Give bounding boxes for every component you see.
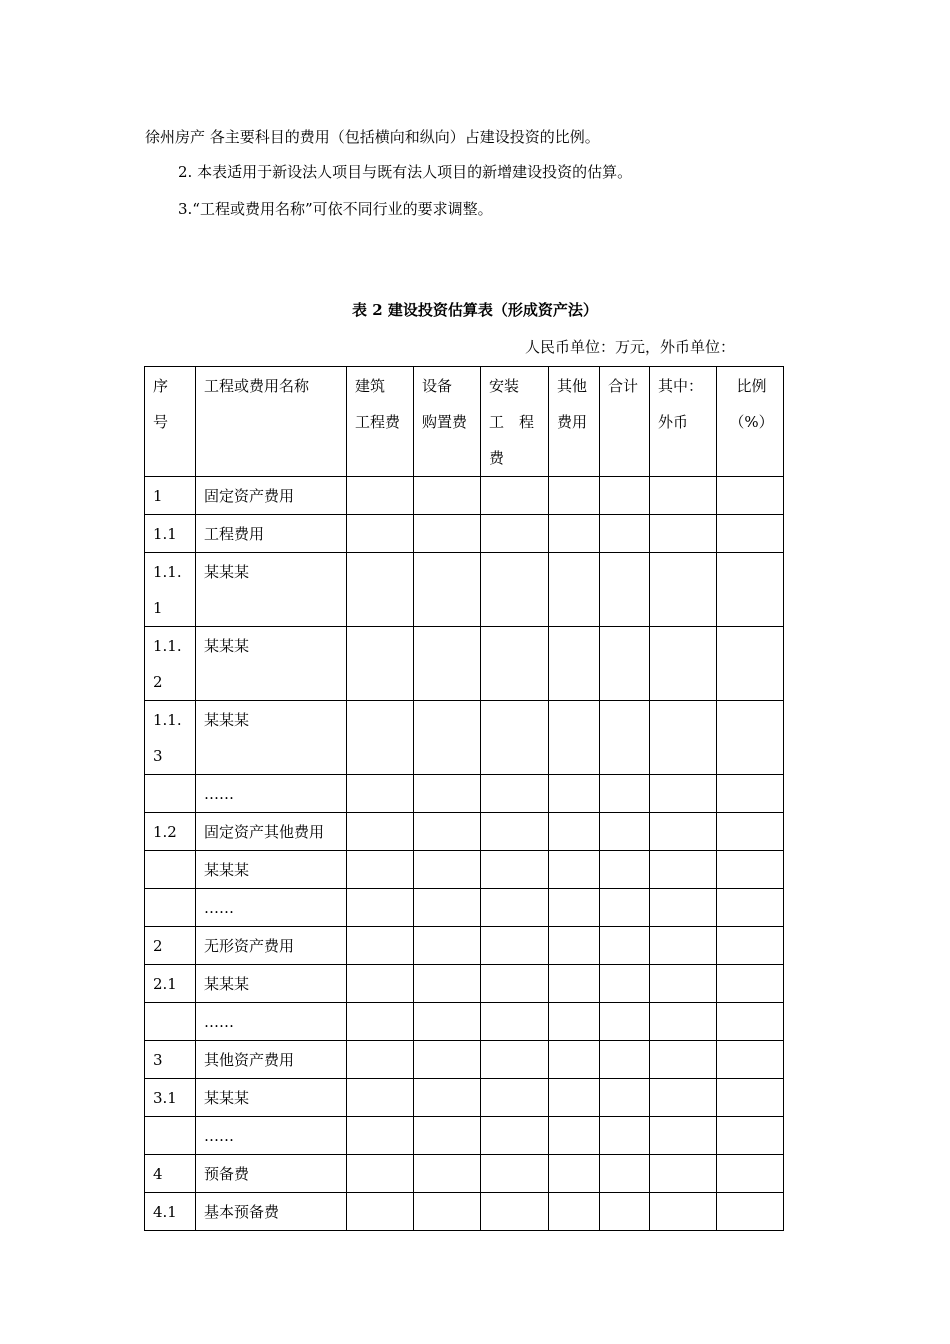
empty-cell	[717, 1117, 784, 1155]
header-name: 工程或费用名称	[196, 367, 347, 477]
empty-cell	[414, 515, 481, 553]
row-number: 1.1.1	[145, 553, 196, 627]
row-number	[145, 1117, 196, 1155]
row-number: 1.2	[145, 813, 196, 851]
empty-cell	[414, 1193, 481, 1231]
empty-cell	[414, 477, 481, 515]
empty-cell	[481, 515, 549, 553]
row-item-name: 某某某	[196, 553, 347, 627]
empty-cell	[600, 553, 650, 627]
empty-cell	[600, 477, 650, 515]
empty-cell	[347, 813, 414, 851]
empty-cell	[549, 1155, 600, 1193]
table-row	[145, 851, 784, 889]
empty-cell	[600, 965, 650, 1003]
row-item-name: 某某某	[196, 851, 347, 889]
empty-cell	[600, 515, 650, 553]
row-item-name: 其他资产费用	[196, 1041, 347, 1079]
empty-cell	[549, 701, 600, 775]
empty-cell	[481, 1193, 549, 1231]
empty-cell	[414, 965, 481, 1003]
empty-cell	[549, 1193, 600, 1231]
header-other-cost: 其他 费用	[549, 367, 600, 477]
empty-cell	[549, 851, 600, 889]
empty-cell	[347, 553, 414, 627]
empty-cell	[600, 1003, 650, 1041]
empty-cell	[481, 701, 549, 775]
empty-cell	[549, 1079, 600, 1117]
row-number: 1.1.2	[145, 627, 196, 701]
table-row	[145, 1117, 784, 1155]
empty-cell	[650, 477, 717, 515]
empty-cell	[347, 1041, 414, 1079]
empty-cell	[600, 813, 650, 851]
empty-cell	[650, 627, 717, 701]
empty-cell	[481, 553, 549, 627]
note-line-2: 2. 本表适用于新设法人项目与既有法人项目的新增建设投资的估算。	[178, 163, 633, 181]
empty-cell	[600, 1117, 650, 1155]
empty-cell	[717, 775, 784, 813]
table-row	[145, 1003, 784, 1041]
table-row	[145, 701, 784, 775]
table-row	[145, 1041, 784, 1079]
empty-cell	[717, 813, 784, 851]
table-row	[145, 965, 784, 1003]
row-item-name: 固定资产费用	[196, 477, 347, 515]
empty-cell	[481, 1003, 549, 1041]
row-item-name: 某某某	[196, 627, 347, 701]
row-item-name: ……	[196, 1117, 347, 1155]
table-header-row	[145, 367, 784, 477]
row-number: 3.1	[145, 1079, 196, 1117]
empty-cell	[481, 1041, 549, 1079]
empty-cell	[600, 889, 650, 927]
empty-cell	[650, 851, 717, 889]
empty-cell	[717, 1003, 784, 1041]
empty-cell	[717, 1193, 784, 1231]
empty-cell	[650, 965, 717, 1003]
empty-cell	[717, 701, 784, 775]
empty-cell	[600, 851, 650, 889]
header-install-cost: 安装 工 程 费	[481, 367, 549, 477]
empty-cell	[549, 889, 600, 927]
row-number	[145, 889, 196, 927]
empty-cell	[717, 627, 784, 701]
row-item-name: ……	[196, 775, 347, 813]
empty-cell	[347, 851, 414, 889]
table-row	[145, 775, 784, 813]
row-number	[145, 775, 196, 813]
empty-cell	[414, 1155, 481, 1193]
empty-cell	[717, 851, 784, 889]
row-number: 3	[145, 1041, 196, 1079]
empty-cell	[347, 1193, 414, 1231]
empty-cell	[717, 1041, 784, 1079]
row-item-name: 基本预备费	[196, 1193, 347, 1231]
empty-cell	[481, 775, 549, 813]
empty-cell	[347, 1003, 414, 1041]
empty-cell	[600, 775, 650, 813]
empty-cell	[481, 1079, 549, 1117]
row-item-name: 某某某	[196, 1079, 347, 1117]
empty-cell	[650, 1041, 717, 1079]
row-number: 1.1.3	[145, 701, 196, 775]
header-total: 合计	[600, 367, 650, 477]
empty-cell	[481, 813, 549, 851]
empty-cell	[600, 927, 650, 965]
table-row	[145, 515, 784, 553]
empty-cell	[481, 1117, 549, 1155]
empty-cell	[347, 701, 414, 775]
empty-cell	[717, 553, 784, 627]
empty-cell	[650, 553, 717, 627]
empty-cell	[650, 1003, 717, 1041]
empty-cell	[717, 889, 784, 927]
row-number: 2.1	[145, 965, 196, 1003]
empty-cell	[347, 1079, 414, 1117]
empty-cell	[347, 515, 414, 553]
row-number	[145, 851, 196, 889]
empty-cell	[347, 477, 414, 515]
empty-cell	[549, 553, 600, 627]
empty-cell	[347, 965, 414, 1003]
empty-cell	[600, 627, 650, 701]
empty-cell	[549, 813, 600, 851]
table-row	[145, 553, 784, 627]
empty-cell	[650, 927, 717, 965]
empty-cell	[549, 477, 600, 515]
empty-cell	[650, 1155, 717, 1193]
empty-cell	[414, 701, 481, 775]
empty-cell	[414, 813, 481, 851]
empty-cell	[481, 889, 549, 927]
row-item-name: 某某某	[196, 965, 347, 1003]
empty-cell	[481, 927, 549, 965]
empty-cell	[650, 1193, 717, 1231]
table-row	[145, 627, 784, 701]
empty-cell	[347, 889, 414, 927]
unit-note: 人民币单位：万元，外币单位：	[524, 338, 735, 356]
empty-cell	[717, 1155, 784, 1193]
empty-cell	[414, 1003, 481, 1041]
empty-cell	[600, 701, 650, 775]
table-row	[145, 1079, 784, 1117]
empty-cell	[549, 627, 600, 701]
header-seq: 序 号	[145, 367, 196, 477]
empty-cell	[549, 927, 600, 965]
header-building-cost: 建筑 工程费	[347, 367, 414, 477]
note-line-1: 徐州房产 各主要科目的费用（包括横向和纵向）占建设投资的比例。	[145, 128, 600, 146]
row-number: 4.1	[145, 1193, 196, 1231]
row-number: 4	[145, 1155, 196, 1193]
empty-cell	[549, 1003, 600, 1041]
empty-cell	[414, 889, 481, 927]
empty-cell	[347, 1117, 414, 1155]
empty-cell	[549, 965, 600, 1003]
empty-cell	[414, 1117, 481, 1155]
empty-cell	[481, 627, 549, 701]
table-row	[145, 1155, 784, 1193]
table-row	[145, 1193, 784, 1231]
row-item-name: 固定资产其他费用	[196, 813, 347, 851]
row-number: 1	[145, 477, 196, 515]
empty-cell	[347, 775, 414, 813]
empty-cell	[717, 927, 784, 965]
empty-cell	[414, 1079, 481, 1117]
empty-cell	[347, 927, 414, 965]
row-number	[145, 1003, 196, 1041]
empty-cell	[414, 627, 481, 701]
empty-cell	[600, 1155, 650, 1193]
empty-cell	[481, 1155, 549, 1193]
header-foreign-currency: 其中： 外币	[650, 367, 717, 477]
table-row	[145, 813, 784, 851]
empty-cell	[549, 775, 600, 813]
empty-cell	[481, 477, 549, 515]
note-line-3: 3.“工程或费用名称”可依不同行业的要求调整。	[178, 200, 493, 218]
row-item-name: ……	[196, 889, 347, 927]
row-number: 2	[145, 927, 196, 965]
empty-cell	[650, 889, 717, 927]
empty-cell	[717, 515, 784, 553]
empty-cell	[347, 627, 414, 701]
row-number: 1.1	[145, 515, 196, 553]
empty-cell	[481, 851, 549, 889]
empty-cell	[414, 851, 481, 889]
table-row	[145, 889, 784, 927]
empty-cell	[650, 701, 717, 775]
empty-cell	[717, 1079, 784, 1117]
empty-cell	[717, 965, 784, 1003]
empty-cell	[600, 1041, 650, 1079]
empty-cell	[414, 553, 481, 627]
empty-cell	[600, 1193, 650, 1231]
header-ratio: 比例 （%）	[717, 367, 784, 477]
row-item-name: 预备费	[196, 1155, 347, 1193]
header-equipment-cost: 设备 购置费	[414, 367, 481, 477]
table-title: 表 2 建设投资估算表（形成资产法）	[352, 301, 598, 319]
empty-cell	[549, 515, 600, 553]
empty-cell	[347, 1155, 414, 1193]
empty-cell	[650, 1079, 717, 1117]
row-item-name: 无形资产费用	[196, 927, 347, 965]
empty-cell	[414, 775, 481, 813]
empty-cell	[414, 1041, 481, 1079]
empty-cell	[549, 1041, 600, 1079]
row-item-name: 某某某	[196, 701, 347, 775]
empty-cell	[414, 927, 481, 965]
investment-estimate-table	[144, 366, 784, 1231]
empty-cell	[650, 813, 717, 851]
empty-cell	[549, 1117, 600, 1155]
empty-cell	[717, 477, 784, 515]
empty-cell	[650, 775, 717, 813]
table-row	[145, 477, 784, 515]
row-item-name: 工程费用	[196, 515, 347, 553]
row-item-name: ……	[196, 1003, 347, 1041]
empty-cell	[650, 1117, 717, 1155]
table-row	[145, 927, 784, 965]
empty-cell	[481, 965, 549, 1003]
empty-cell	[600, 1079, 650, 1117]
empty-cell	[650, 515, 717, 553]
